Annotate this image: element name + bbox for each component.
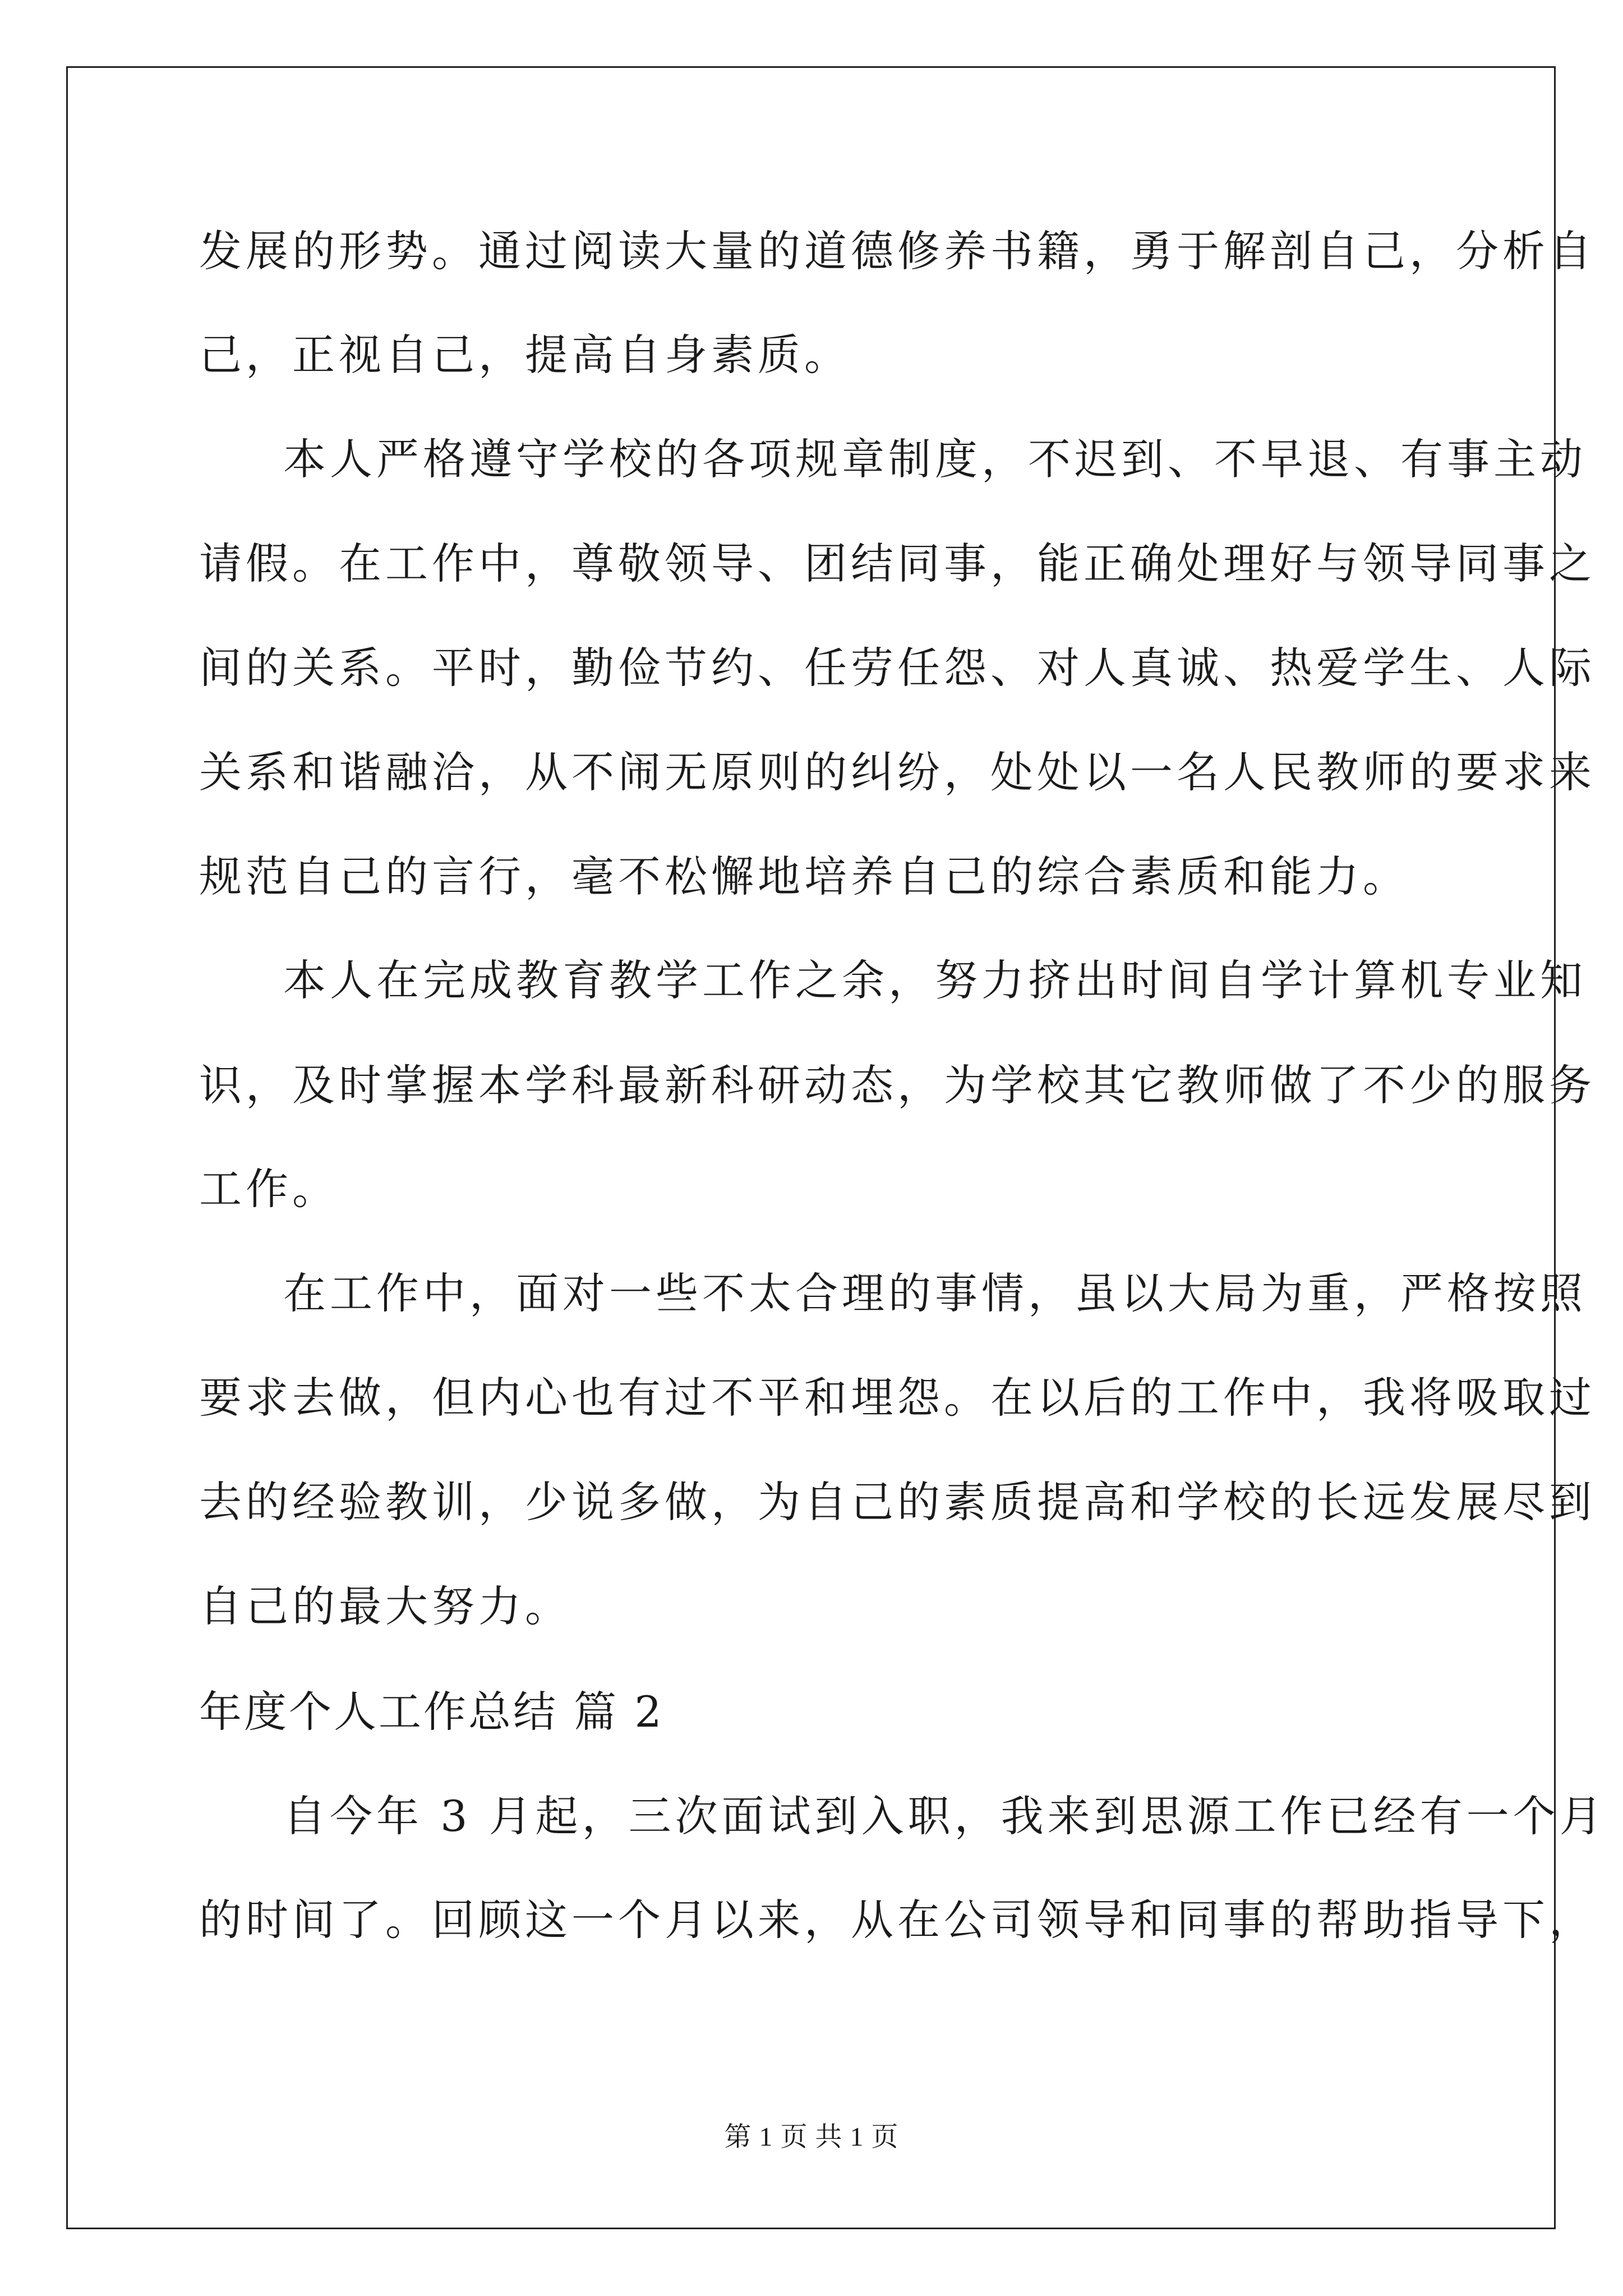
body-text-line: 的时间了。回顾这一个月以来，从在公司领导和同事的帮助指导下， [199,1895,1596,1945]
body-text-line: 己，正视自己，提高自身素质。 [199,330,851,380]
paragraph-start-line: 本人在完成教育教学工作之余，努力挤出时间自学计算机专业知 [283,955,1587,1005]
body-text-line: 关系和谐融洽，从不闹无原则的纠纷，处处以一名人民教师的要求来 [199,747,1596,797]
body-text-line: 识，及时掌握本学科最新科研动态，为学校其它教师做了不少的服务 [199,1060,1596,1110]
body-text-line: 自己的最大努力。 [199,1581,571,1631]
paragraph-start-line: 自今年 3 月起，三次面试到入职，我来到思源工作已经有一个月 [283,1791,1606,1841]
body-text-line: 规范自己的言行，毫不松懈地培养自己的综合素质和能力。 [199,852,1409,901]
body-text-line: 请假。在工作中，尊敬领导、团结同事，能正确处理好与领导同事之 [199,539,1596,588]
page-number-footer: 第 1 页 共 1 页 [724,2122,899,2152]
paragraph-start-line: 本人严格遵守学校的各项规章制度，不迟到、不早退、有事主动 [283,434,1587,484]
body-text-line: 工作。 [199,1164,339,1214]
body-text-line: 要求去做，但内心也有过不平和埋怨。在以后的工作中，我将吸取过 [199,1373,1596,1423]
paragraph-start-line: 在工作中，面对一些不太合理的事情，虽以大局为重，严格按照 [283,1268,1587,1318]
body-text-line: 间的关系。平时，勤俭节约、任劳任怨、对人真诚、热爱学生、人际 [199,643,1596,693]
section-heading: 年度个人工作总结 篇 2 [199,1687,664,1737]
body-text-line: 去的经验教训，少说多做，为自己的素质提高和学校的长远发展尽到 [199,1477,1596,1527]
body-text-line: 发展的形势。通过阅读大量的道德修养书籍，勇于解剖自己，分析自 [199,226,1596,276]
